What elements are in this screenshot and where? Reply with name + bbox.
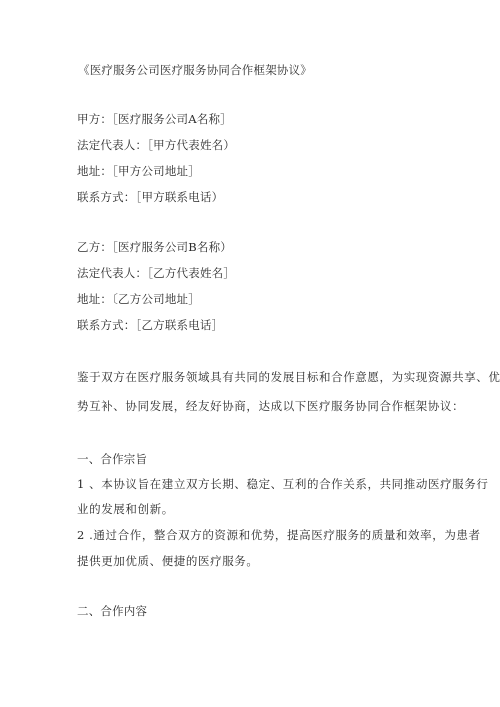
party-b-representative: 法定代表人：［乙方代表姓名］ (77, 266, 236, 280)
party-a-address: 地址：［甲方公司地址］ (77, 164, 200, 178)
section-1-item-2-line-2: 提供更加优质、便捷的医疗服务。 (77, 554, 259, 568)
section-1-heading: 一、合作宗旨 (77, 452, 148, 466)
party-b-address: 地址：〔乙方公司地址］ (77, 292, 200, 306)
section-1-item-2-line-1: 2 .通过合作，整合双方的资源和优势，提高医疗服务的质量和效率，为患者 (77, 528, 481, 542)
document-title: 《医疗服务公司医疗服务协同合作框架协议》 (78, 63, 312, 77)
party-b-contact: 联系方式：［乙方联系电话］ (77, 318, 224, 332)
party-b-name: 乙方：［医疗服务公司B名称） (77, 240, 232, 254)
party-a-representative: 法定代表人：［甲方代表姓名） (77, 138, 236, 152)
party-a-contact: 联系方式：［甲方联系电话） (77, 190, 224, 204)
section-2-heading: 二、合作内容 (77, 604, 148, 618)
preamble-line-1: 鉴于双方在医疗服务领域具有共同的发展目标和合作意愿，为实现资源共享、优 (77, 370, 500, 384)
section-1-item-1-line-2: 业的发展和创新。 (77, 502, 174, 516)
section-1-item-1-line-1: 1 、本协议旨在建立双方长期、稳定、互利的合作关系，共同推动医疗服务行 (77, 477, 489, 491)
party-a-name: 甲方：［医疗服务公司A名称］ (77, 112, 232, 126)
preamble-line-2: 势互补、协同发展，经友好协商，达成以下医疗服务协同合作框架协议： (77, 399, 465, 413)
